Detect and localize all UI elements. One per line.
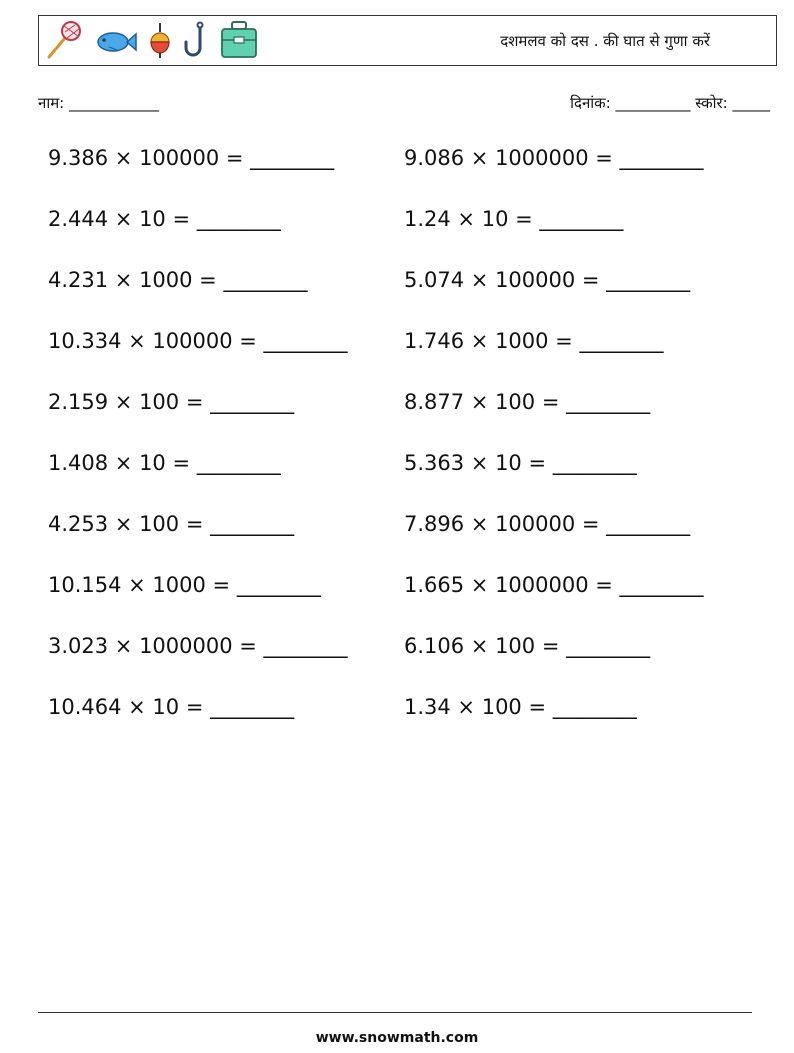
problem: 5.363 × 10 = ________ [404,451,637,475]
footer-url[interactable]: www.snowmath.com [315,1030,479,1046]
problem: 1.746 × 1000 = ________ [404,329,664,353]
name-field-label: नाम: ____________ [38,94,160,112]
header-icons [45,20,259,60]
problem: 1.408 × 10 = ________ [48,451,281,475]
problem-row [48,329,768,390]
problem: 4.253 × 100 = ________ [48,512,295,536]
problem: 10.334 × 100000 = ________ [48,329,348,353]
problem: 2.444 × 10 = ________ [48,207,281,231]
problem: 4.231 × 1000 = ________ [48,268,308,292]
worksheet-header [38,15,777,66]
problem: 10.464 × 10 = ________ [48,695,295,719]
problem-row [48,390,768,451]
tackle-box-icon [219,20,259,60]
fish-icon [93,20,137,60]
date-score-label: दिनांक: __________ स्कोर: _____ [570,94,770,112]
problem: 1.665 × 1000000 = ________ [404,573,704,597]
problem-grid [48,146,768,756]
problem-row [48,451,768,512]
problem-row [48,695,768,756]
problem: 8.877 × 100 = ________ [404,390,651,414]
problem: 6.106 × 100 = ________ [404,634,651,658]
problem: 7.896 × 100000 = ________ [404,512,691,536]
problem-row [48,634,768,695]
problem: 5.074 × 100000 = ________ [404,268,691,292]
problem: 1.24 × 10 = ________ [404,207,624,231]
problem-row [48,268,768,329]
problem: 1.34 × 100 = ________ [404,695,637,719]
net-icon [45,20,83,60]
problem: 9.386 × 100000 = ________ [48,146,335,170]
problem-row [48,512,768,573]
problem: 2.159 × 100 = ________ [48,390,295,414]
problem-row [48,573,768,634]
problem: 3.023 × 1000000 = ________ [48,634,348,658]
footer-divider [38,1012,752,1013]
worksheet-title: दशमलव को दस . की घात से गुणा करें [500,32,710,50]
problem-row [48,207,768,268]
problem: 10.154 × 1000 = ________ [48,573,321,597]
fishing-hook-icon [183,20,209,60]
problem: 9.086 × 1000000 = ________ [404,146,704,170]
float-bobber-icon [147,20,173,60]
problem-row [48,146,768,207]
